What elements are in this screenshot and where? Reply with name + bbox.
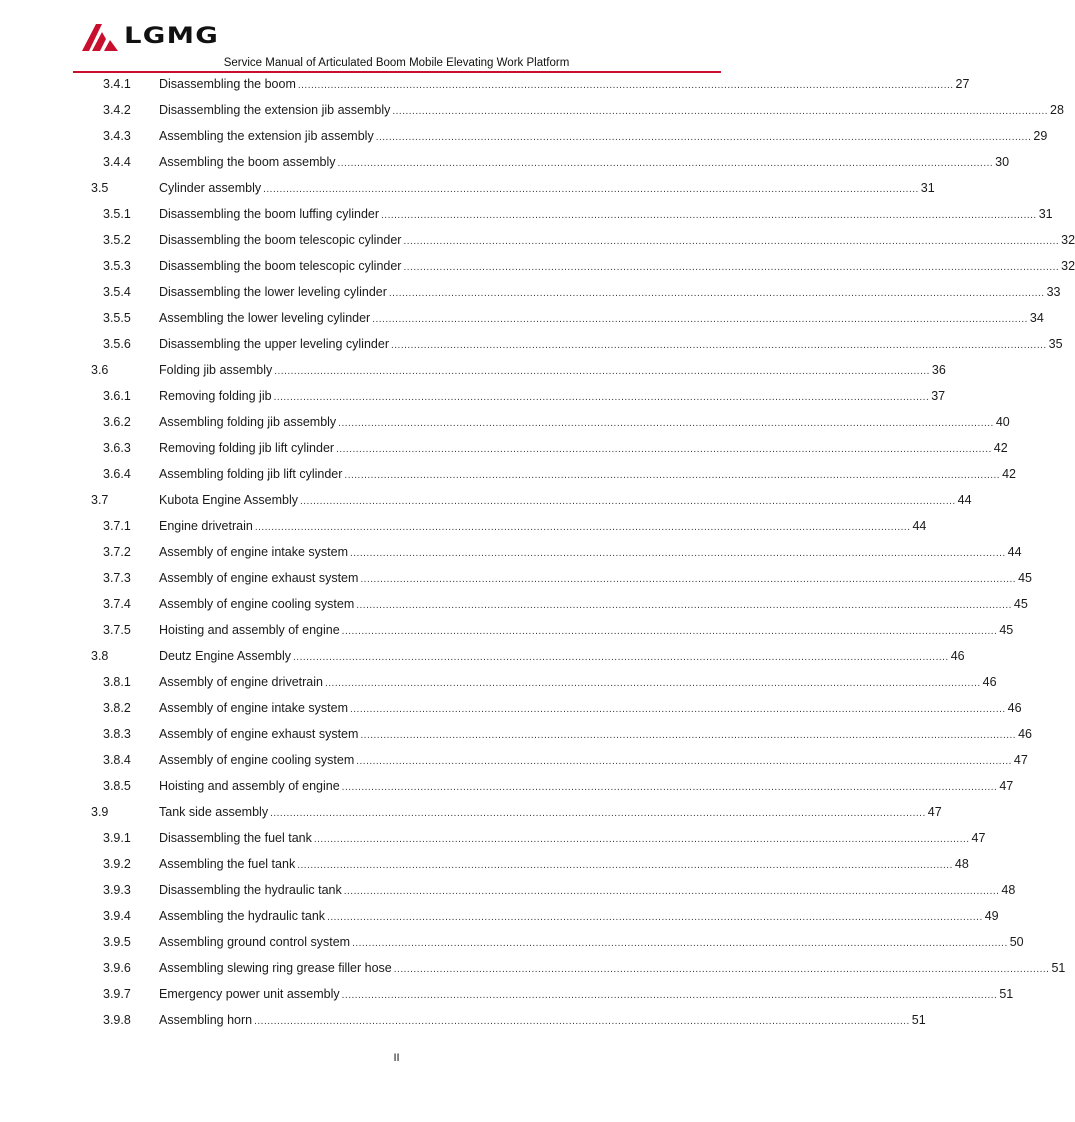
toc-section-number: 3.9.6 <box>103 961 131 975</box>
toc-page-number: 45 <box>1013 597 1028 611</box>
toc-section-number: 3.9.5 <box>103 935 131 949</box>
toc-page-number: 51 <box>999 987 1014 1001</box>
toc-entry-text <box>159 233 1075 247</box>
toc-section-number: 3.7.3 <box>103 571 131 585</box>
toc-dot-leader: ........................................................................................................................................................................................................ <box>299 496 956 507</box>
toc-entry[interactable] <box>0 149 1010 175</box>
toc-section-number: 3.6.4 <box>103 467 131 481</box>
toc-title: Cylinder assembly <box>159 181 262 195</box>
toc-dot-leader: ........................................................................................................................................................................................................ <box>274 366 930 377</box>
toc-dot-leader: ........................................................................................................................................................................................................ <box>341 782 998 793</box>
company-logo <box>80 22 220 52</box>
toc-dot-leader: ........................................................................................................................................................................................................ <box>270 808 926 819</box>
toc-entry[interactable] <box>0 305 1044 331</box>
toc-entry[interactable] <box>0 877 1016 903</box>
toc-entry-text <box>159 311 1044 325</box>
toc-page-number: 44 <box>912 519 927 533</box>
toc-dot-leader: ........................................................................................................................................................................................................ <box>403 236 1060 247</box>
toc-entry[interactable] <box>0 539 1022 565</box>
toc-entry-text <box>159 571 1032 585</box>
toc-title: Removing folding jib <box>159 389 272 403</box>
toc-section-number: 3.6.1 <box>103 389 131 403</box>
toc-entry[interactable] <box>0 773 1014 799</box>
toc-page-number: 48 <box>954 857 969 871</box>
toc-page-number: 45 <box>999 623 1014 637</box>
toc-title: Assembly of engine exhaust system <box>159 571 359 585</box>
toc-entry[interactable] <box>0 825 986 851</box>
toc-page-number: 29 <box>1033 129 1048 143</box>
toc-entry[interactable] <box>0 175 935 201</box>
toc-section-number: 3.8.2 <box>103 701 131 715</box>
toc-section-number: 3.8.5 <box>103 779 131 793</box>
toc-title: Kubota Engine Assembly <box>159 493 298 507</box>
toc-entry-text <box>159 805 942 819</box>
toc-title: Emergency power unit assembly <box>159 987 340 1001</box>
toc-entry[interactable] <box>0 97 1064 123</box>
toc-entry-text <box>159 779 1014 793</box>
toc-entry-text <box>159 753 1028 767</box>
toc-entry[interactable] <box>0 851 969 877</box>
toc-dot-leader: ........................................................................................................................................................................................................ <box>360 574 1017 585</box>
toc-entry[interactable] <box>0 643 965 669</box>
toc-entry-text <box>159 493 972 507</box>
toc-entry-text <box>159 129 1048 143</box>
document-subtitle: Service Manual of Articulated Boom Mobile Elevating Work Platform <box>223 57 570 69</box>
toc-entry[interactable] <box>0 929 1024 955</box>
toc-entry[interactable] <box>0 669 997 695</box>
toc-section-number: 3.6.2 <box>103 415 131 429</box>
toc-dot-leader: ........................................................................................................................................................................................................ <box>349 548 1006 559</box>
toc-page-number: 42 <box>993 441 1008 455</box>
toc-dot-leader: ........................................................................................................................................................................................................ <box>313 834 970 845</box>
toc-title: Assembling the hydraulic tank <box>159 909 326 923</box>
toc-entry[interactable] <box>0 201 1053 227</box>
toc-page-number: 44 <box>1007 545 1022 559</box>
toc-section-number: 3.7 <box>91 493 109 507</box>
toc-entry-text <box>159 857 969 871</box>
toc-page-number: 47 <box>999 779 1014 793</box>
toc-entry[interactable] <box>0 279 1061 305</box>
toc-page-number: 46 <box>950 649 965 663</box>
toc-title: Disassembling the boom telescopic cylinder <box>159 259 402 273</box>
toc-page-number: 51 <box>1051 961 1066 975</box>
toc-entry-text <box>159 545 1022 559</box>
toc-dot-leader: ........................................................................................................................................................................................................ <box>324 678 981 689</box>
toc-dot-leader: ........................................................................................................................................................................................................ <box>297 860 953 871</box>
toc-dot-leader: ........................................................................................................................................................................................................ <box>390 340 1047 351</box>
toc-title: Folding jib assembly <box>159 363 273 377</box>
toc-title: Removing folding jib lift cylinder <box>159 441 335 455</box>
toc-page-number: 31 <box>920 181 935 195</box>
toc-dot-leader: ........................................................................................................................................................................................................ <box>372 314 1028 325</box>
toc-section-number: 3.7.2 <box>103 545 131 559</box>
toc-section-number: 3.4.4 <box>103 155 131 169</box>
toc-title: Assembling slewing ring grease filler hose <box>159 961 392 975</box>
toc-entry-text <box>159 883 1016 897</box>
page-number: II <box>393 1052 400 1064</box>
toc-page-number: 32 <box>1061 233 1075 247</box>
toc-page-number: 48 <box>1001 883 1016 897</box>
toc-dot-leader: ........................................................................................................................................................................................................ <box>293 652 949 663</box>
toc-entry-text <box>159 727 1032 741</box>
toc-title: Disassembling the lower leveling cylinder <box>159 285 387 299</box>
toc-dot-leader: ........................................................................................................................................................................................................ <box>360 730 1017 741</box>
logo-text: LGMG <box>124 24 220 49</box>
toc-title: Engine drivetrain <box>159 519 253 533</box>
toc-page-number: 35 <box>1048 337 1063 351</box>
toc-title: Assembling ground control system <box>159 935 351 949</box>
toc-section-number: 3.9.2 <box>103 857 131 871</box>
toc-section-number: 3.5 <box>91 181 109 195</box>
toc-dot-leader: ........................................................................................................................................................................................................ <box>393 964 1050 975</box>
toc-dot-leader: ........................................................................................................................................................................................................ <box>381 210 1037 221</box>
toc-entry-text <box>159 701 1022 715</box>
toc-section-number: 3.9 <box>91 805 109 819</box>
toc-entry[interactable] <box>0 981 1014 1007</box>
toc-title: Hoisting and assembly of engine <box>159 779 340 793</box>
toc-entry-text <box>159 519 927 533</box>
toc-entry-text <box>159 467 1016 481</box>
toc-entry-text <box>159 207 1053 221</box>
toc-page-number: 46 <box>1018 727 1032 741</box>
toc-entry[interactable] <box>0 435 1008 461</box>
toc-page-number: 33 <box>1046 285 1061 299</box>
toc-section-number: 3.8.3 <box>103 727 131 741</box>
toc-page-number: 44 <box>957 493 972 507</box>
toc-dot-leader: ........................................................................................................................................................................................................ <box>341 626 998 637</box>
toc-entry[interactable] <box>0 513 927 539</box>
toc-section-number: 3.7.4 <box>103 597 131 611</box>
toc-entry[interactable] <box>0 565 1032 591</box>
toc-section-number: 3.4.1 <box>103 77 131 91</box>
toc-entry-text <box>159 623 1014 637</box>
toc-entry[interactable] <box>0 71 970 97</box>
toc-entry[interactable] <box>0 487 972 513</box>
toc-page-number: 36 <box>931 363 946 377</box>
toc-dot-leader: ........................................................................................................................................................................................................ <box>356 600 1012 611</box>
toc-entry[interactable] <box>0 695 1022 721</box>
toc-page-number: 27 <box>955 77 970 91</box>
toc-title: Assembly of engine drivetrain <box>159 675 323 689</box>
toc-title: Tank side assembly <box>159 805 269 819</box>
toc-title: Deutz Engine Assembly <box>159 649 292 663</box>
toc-entry-text <box>159 181 935 195</box>
toc-entry-text <box>159 155 1010 169</box>
toc-entry-text <box>159 675 997 689</box>
toc-section-number: 3.5.1 <box>103 207 131 221</box>
toc-entry[interactable] <box>0 331 1063 357</box>
toc-entry-text <box>159 415 1010 429</box>
toc-entry-text <box>159 987 1014 1001</box>
toc-dot-leader: ........................................................................................................................................................................................................ <box>344 470 1001 481</box>
lgmg-logo-icon <box>80 22 120 52</box>
toc-section-number: 3.5.2 <box>103 233 131 247</box>
toc-section-number: 3.5.3 <box>103 259 131 273</box>
toc-section-number: 3.9.8 <box>103 1013 131 1027</box>
toc-section-number: 3.6.3 <box>103 441 131 455</box>
toc-entry[interactable] <box>0 227 1075 253</box>
toc-section-number: 3.6 <box>91 363 109 377</box>
toc-entry-text <box>159 363 946 377</box>
toc-entry[interactable] <box>0 747 1028 773</box>
toc-section-number: 3.8 <box>91 649 109 663</box>
toc-title: Assembly of engine exhaust system <box>159 727 359 741</box>
toc-entry-text <box>159 597 1028 611</box>
toc-title: Disassembling the fuel tank <box>159 831 312 845</box>
toc-page-number: 51 <box>911 1013 926 1027</box>
toc-entry[interactable] <box>0 617 1014 643</box>
toc-dot-leader: ........................................................................................................................................................................................................ <box>254 1016 910 1027</box>
toc-dot-leader: ........................................................................................................................................................................................................ <box>337 158 994 169</box>
toc-section-number: 3.8.4 <box>103 753 131 767</box>
toc-page-number: 34 <box>1029 311 1044 325</box>
toc-dot-leader: ........................................................................................................................................................................................................ <box>341 990 998 1001</box>
toc-title: Assembling the boom assembly <box>159 155 336 169</box>
toc-section-number: 3.7.1 <box>103 519 131 533</box>
toc-dot-leader: ........................................................................................................................................................................................................ <box>263 184 919 195</box>
toc-section-number: 3.9.4 <box>103 909 131 923</box>
toc-entry-text <box>159 77 970 91</box>
toc-dot-leader: ........................................................................................................................................................................................................ <box>356 756 1012 767</box>
toc-page-number: 49 <box>984 909 999 923</box>
toc-title: Assembly of engine intake system <box>159 701 348 715</box>
toc-page-number: 32 <box>1061 259 1075 273</box>
toc-section-number: 3.9.3 <box>103 883 131 897</box>
toc-page-number: 47 <box>1013 753 1028 767</box>
toc-page-number: 42 <box>1002 467 1016 481</box>
toc-dot-leader: ........................................................................................................................................................................................................ <box>336 444 992 455</box>
toc-section-number: 3.9.1 <box>103 831 131 845</box>
toc-entry-text <box>159 961 1066 975</box>
toc-title: Assembling the extension jib assembly <box>159 129 374 143</box>
toc-dot-leader: ........................................................................................................................................................................................................ <box>375 132 1032 143</box>
toc-dot-leader: ........................................................................................................................................................................................................ <box>349 704 1006 715</box>
toc-page-number: 46 <box>982 675 997 689</box>
toc-entry[interactable] <box>0 123 1048 149</box>
toc-section-number: 3.4.2 <box>103 103 131 117</box>
toc-title: Disassembling the boom luffing cylinder <box>159 207 380 221</box>
toc-page-number: 37 <box>931 389 946 403</box>
toc-page-number: 47 <box>971 831 986 845</box>
toc-title: Assembly of engine cooling system <box>159 753 355 767</box>
toc-dot-leader: ........................................................................................................................................................................................................ <box>343 886 1000 897</box>
toc-title: Assembly of engine intake system <box>159 545 348 559</box>
toc-entry-text <box>159 831 986 845</box>
toc-dot-leader: ........................................................................................................................................................................................................ <box>254 522 911 533</box>
toc-page-number: 47 <box>927 805 942 819</box>
toc-page-number: 31 <box>1038 207 1053 221</box>
toc-entry[interactable] <box>0 357 946 383</box>
toc-section-number: 3.5.5 <box>103 311 131 325</box>
toc-title: Assembling folding jib lift cylinder <box>159 467 343 481</box>
toc-section-number: 3.7.5 <box>103 623 131 637</box>
toc-page-number: 50 <box>1009 935 1024 949</box>
toc-dot-leader: ........................................................................................................................................................................................................ <box>388 288 1045 299</box>
toc-dot-leader: ........................................................................................................................................................................................................ <box>392 106 1049 117</box>
toc-entry-text <box>159 441 1008 455</box>
toc-title: Assembling folding jib assembly <box>159 415 337 429</box>
toc-page-number: 40 <box>995 415 1010 429</box>
toc-entry[interactable] <box>0 253 1075 279</box>
toc-page-number: 30 <box>995 155 1010 169</box>
toc-title: Disassembling the extension jib assembly <box>159 103 391 117</box>
toc-entry[interactable] <box>0 383 946 409</box>
toc-page-number: 28 <box>1050 103 1064 117</box>
toc-entry[interactable] <box>0 903 999 929</box>
toc-dot-leader: ........................................................................................................................................................................................................ <box>297 80 954 91</box>
toc-title: Disassembling the upper leveling cylinder <box>159 337 389 351</box>
toc-entry[interactable] <box>0 721 1032 747</box>
toc-entry-text <box>159 337 1063 351</box>
toc-dot-leader: ........................................................................................................................................................................................................ <box>403 262 1060 273</box>
toc-entry-text <box>159 103 1064 117</box>
toc-dot-leader: ........................................................................................................................................................................................................ <box>327 912 983 923</box>
toc-entry[interactable] <box>0 409 1010 435</box>
toc-dot-leader: ........................................................................................................................................................................................................ <box>352 938 1008 949</box>
toc-section-number: 3.5.4 <box>103 285 131 299</box>
toc-entry[interactable] <box>0 1007 926 1033</box>
toc-dot-leader: ........................................................................................................................................................................................................ <box>338 418 994 429</box>
toc-title: Hoisting and assembly of engine <box>159 623 340 637</box>
toc-entry[interactable] <box>0 461 1016 487</box>
toc-title: Assembly of engine cooling system <box>159 597 355 611</box>
toc-title: Assembling the fuel tank <box>159 857 296 871</box>
toc-section-number: 3.5.6 <box>103 337 131 351</box>
toc-entry-text <box>159 1013 926 1027</box>
toc-entry-text <box>159 389 946 403</box>
toc-dot-leader: ........................................................................................................................................................................................................ <box>273 392 930 403</box>
toc-entry-text <box>159 909 999 923</box>
toc-title: Assembling horn <box>159 1013 253 1027</box>
toc-page-number: 46 <box>1007 701 1022 715</box>
toc-entry-text <box>159 649 965 663</box>
toc-entry-text <box>159 259 1075 273</box>
toc-section-number: 3.4.3 <box>103 129 131 143</box>
toc-entry[interactable] <box>0 591 1028 617</box>
toc-entry-text <box>159 285 1061 299</box>
toc-entry-text <box>159 935 1024 949</box>
toc-title: Disassembling the boom telescopic cylinder <box>159 233 402 247</box>
toc-title: Assembling the lower leveling cylinder <box>159 311 371 325</box>
toc-title: Disassembling the boom <box>159 77 296 91</box>
toc-section-number: 3.8.1 <box>103 675 131 689</box>
toc-page-number: 45 <box>1018 571 1032 585</box>
toc-entry[interactable] <box>0 955 1066 981</box>
toc-entry[interactable] <box>0 799 942 825</box>
toc-section-number: 3.9.7 <box>103 987 131 1001</box>
toc-title: Disassembling the hydraulic tank <box>159 883 342 897</box>
